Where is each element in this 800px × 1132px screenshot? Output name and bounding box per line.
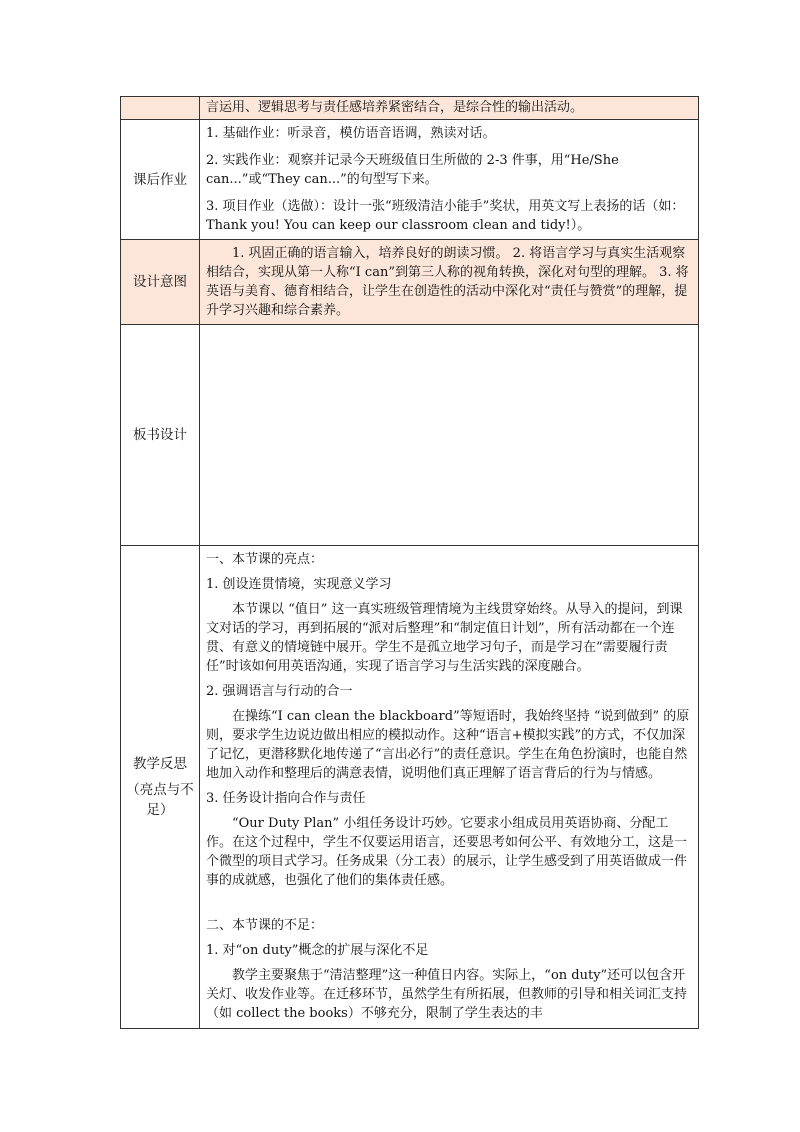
highlight-3-body: “Our Duty Plan” 小组任务设计巧妙。它要求小组成员用英语协商、分配工作。在这个过程中，学生不仅要运用语言，还要思考如何公平、有效地分工，这是一个微型的项目式学习。任务成果（分工表）的展示，让学生感受到了用英语做成一件事的成就感，也强化了他们的集体责任感。 <box>206 816 688 888</box>
shortcomings-title: 二、本节课的不足： <box>206 918 324 933</box>
row-top-text: 言运用、逻辑思考与责任感培养紧密结合，是综合性的输出活动。 <box>206 100 584 115</box>
row-board <box>121 325 699 546</box>
row-top-content <box>200 97 699 120</box>
row-design-intent <box>121 240 699 325</box>
highlight-2-body: 在操练“I can clean the blackboard”等短语时，我始终坚持 “说到做到” 的原则，要求学生边说边做出相应的模拟动作。这种“语言+模拟实践”的方式，不仅加深了记忆，更潜移默化地传递了“言出必行”的责任意识。学生在角色扮演时，也能自然地加入动作和整理后的满意表情，说明他们真正理解了语言背后的行为与情感。 <box>206 709 690 781</box>
row-top-label <box>121 97 200 120</box>
reflection-label: 教学反思 <box>133 756 187 772</box>
highlight-1-title: 1. 创设连贯情境，实现意义学习 <box>206 577 392 592</box>
homework-item-3: 3. 项目作业（选做）：设计一张“班级清洁小能手”奖状，用英文写上表扬的话（如：Thank you! You can keep our classroom clean and tidy!）。 <box>206 199 685 233</box>
row-top <box>121 97 699 120</box>
highlight-1-body: 本节课以 “值日” 这一真实班级管理情境为主线贯穿始终。从导入的提问，到课文对话的学习，再到拓展的“派对后整理”和“制定值日计划”，所有活动都在一个连贯、有意义的情境链中展开。学生不是孤立地学习句子，而是学习在“需要履行责任”时该如何用英语沟通，实现了语言学习与生活实践的深度融合。 <box>206 602 683 674</box>
highlight-3-title: 3. 任务设计指向合作与责任 <box>206 791 366 806</box>
reflection-content <box>200 546 699 1029</box>
board-label: 板书设计 <box>121 325 200 546</box>
homework-item-2: 2. 实践作业：观察并记录今天班级值日生所做的 2-3 件事，用“He/She can...”或“They can...”的句型写下来。 <box>206 153 619 187</box>
row-homework <box>121 120 699 240</box>
shortcoming-1-title: 1. 对“on duty”概念的扩展与深化不足 <box>206 943 429 958</box>
homework-item-1: 1. 基础作业：听录音，模仿语音语调，熟读对话。 <box>206 126 496 141</box>
highlight-2-title: 2. 强调语言与行动的合一 <box>206 684 353 699</box>
reflection-label-cell <box>121 546 200 1029</box>
design-intent-content: 1. 巩固正确的语言输入，培养良好的朗读习惯。 2. 将语言学习与真实生活观察相结合，实现从第一人称“I can”到第三人称的视角转换，深化对句型的理解。 3. 将英语与美育、德育相结合，让学生在创造性的活动中深化对“责任与赞赏”的理解，提升学习兴趣和综合素养。 <box>200 240 699 325</box>
shortcoming-1-body: 教学主要聚焦于“清洁整理”这一种值日内容。实际上，“on duty”还可以包含开关灯、收发作业等。在迁移环节，虽然学生有所拓展，但教师的引导和相关词汇支持（如 collect the books）不够充分，限制了学生表达的丰 <box>206 968 688 1021</box>
row-reflection <box>121 546 699 1029</box>
board-content <box>200 325 699 546</box>
homework-content <box>200 120 699 240</box>
lesson-plan-table <box>120 96 699 1029</box>
homework-label: 课后作业 <box>121 120 200 240</box>
reflection-label-sub: （亮点与不足） <box>126 782 194 818</box>
design-intent-label: 设计意图 <box>121 240 200 325</box>
highlights-title: 一、本节课的亮点： <box>206 552 324 567</box>
